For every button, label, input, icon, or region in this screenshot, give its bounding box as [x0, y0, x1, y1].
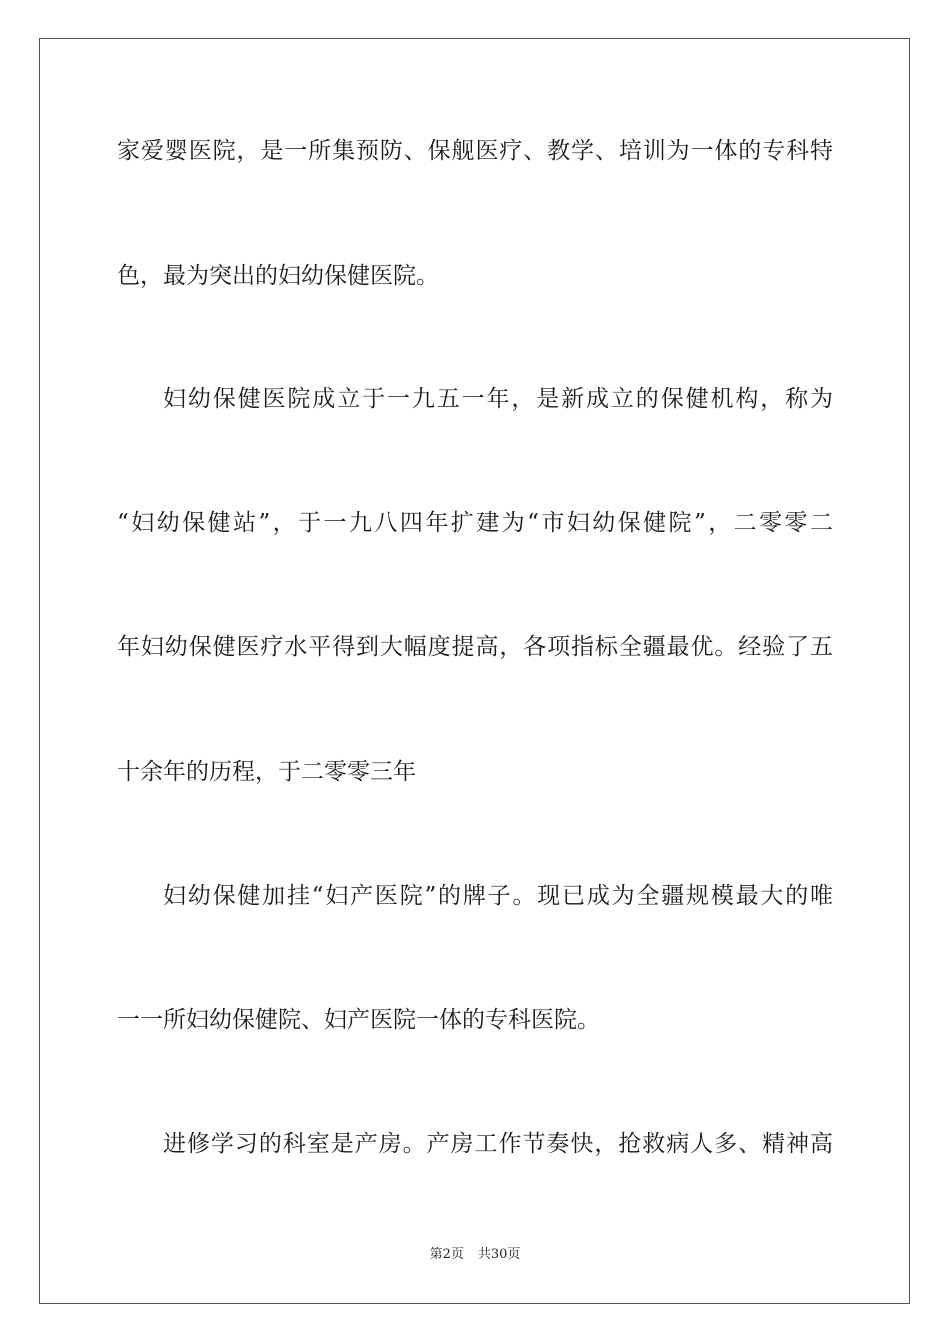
text-line-4: “妇幼保健站”，于一九八四年扩建为“市妇幼保健院”，二零零二: [117, 510, 833, 536]
text-line-3: 妇幼保健医院成立于一九五一年，是新成立的保健机构，称为: [163, 386, 833, 412]
text-line-1: 家爱婴医院，是一所集预防、保舰医疗、教学、培训为一体的专科特: [117, 138, 833, 164]
page-total: 共30页: [477, 1247, 521, 1262]
text-line-2: 色，最为突出的妇幼保健医院。: [117, 263, 439, 289]
page-number: 第2页: [429, 1247, 464, 1262]
text-line-5: 年妇幼保健医疗水平得到大幅度提高，各项指标全疆最优。经验了五: [117, 634, 833, 660]
text-line-9: 进修学习的科室是产房。产房工作节奏快，抢救病人多、精神高: [163, 1131, 833, 1157]
page-frame: [39, 38, 910, 1304]
text-line-6: 十余年的历程，于二零零三年: [117, 759, 416, 785]
page-footer: [0, 1243, 950, 1262]
text-line-8: 一一所妇幼保健院、妇产医院一体的专科医院。: [117, 1007, 600, 1033]
text-line-7: 妇幼保健加挂“妇产医院”的牌子。现已成为全疆规模最大的唯: [163, 883, 833, 909]
